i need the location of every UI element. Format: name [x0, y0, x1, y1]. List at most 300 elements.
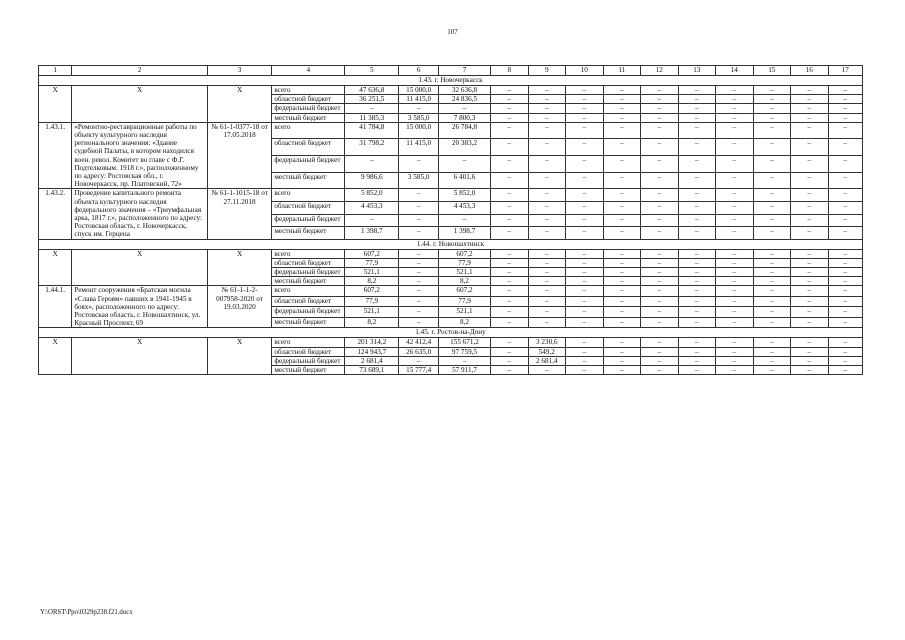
- funding-source: местный бюджет: [272, 317, 345, 328]
- amount-cell: –: [791, 268, 829, 277]
- amount-cell: –: [828, 95, 862, 104]
- amount-cell: –: [828, 104, 862, 113]
- amount-cell: –: [716, 307, 754, 318]
- amount-cell: –: [603, 366, 641, 375]
- column-number: 8: [491, 66, 529, 76]
- amount-cell: –: [716, 113, 754, 122]
- amount-cell: –: [791, 277, 829, 286]
- amount-cell: –: [603, 227, 641, 240]
- amount-cell: –: [491, 277, 529, 286]
- amount-cell: –: [528, 113, 566, 122]
- amount-cell: –: [528, 286, 566, 297]
- amount-cell: –: [566, 286, 604, 297]
- budget-table: [38, 65, 863, 375]
- amount-cell: 57 911,7: [438, 366, 490, 375]
- amount-cell: –: [828, 366, 862, 375]
- amount-cell: –: [716, 249, 754, 258]
- amount-cell: 8,2: [438, 317, 490, 328]
- amount-cell: –: [641, 95, 679, 104]
- amount-cell: –: [399, 277, 439, 286]
- section-title: 1.43. г. Новочеркасск: [39, 76, 863, 86]
- item-number: X: [39, 338, 72, 375]
- funding-source: областной бюджет: [272, 347, 345, 356]
- column-number: 6: [399, 66, 439, 76]
- amount-cell: –: [641, 268, 679, 277]
- amount-cell: –: [491, 347, 529, 356]
- amount-cell: 155 671,2: [438, 338, 490, 347]
- amount-cell: –: [716, 317, 754, 328]
- amount-cell: 3 230,6: [528, 338, 566, 347]
- funding-source: местный бюджет: [272, 172, 345, 189]
- amount-cell: –: [678, 95, 716, 104]
- amount-cell: –: [603, 347, 641, 356]
- amount-cell: –: [641, 258, 679, 267]
- table-row: [39, 249, 863, 258]
- amount-cell: –: [603, 122, 641, 139]
- amount-cell: 1 398,7: [345, 227, 399, 240]
- amount-cell: –: [491, 356, 529, 365]
- amount-cell: –: [399, 268, 439, 277]
- amount-cell: –: [566, 338, 604, 347]
- amount-cell: 4 453,3: [345, 201, 399, 214]
- amount-cell: 31 798,2: [345, 139, 399, 156]
- amount-cell: –: [399, 317, 439, 328]
- amount-cell: –: [791, 249, 829, 258]
- amount-cell: –: [753, 122, 791, 139]
- amount-cell: –: [716, 277, 754, 286]
- funding-source: федеральный бюджет: [272, 214, 345, 227]
- amount-cell: –: [528, 189, 566, 202]
- amount-cell: –: [528, 156, 566, 173]
- amount-cell: –: [641, 296, 679, 307]
- amount-cell: –: [399, 156, 439, 173]
- amount-cell: –: [753, 268, 791, 277]
- amount-cell: –: [603, 286, 641, 297]
- item-name: X: [72, 249, 207, 286]
- amount-cell: –: [399, 104, 439, 113]
- amount-cell: –: [603, 338, 641, 347]
- amount-cell: –: [678, 307, 716, 318]
- amount-cell: 5 852,0: [345, 189, 399, 202]
- amount-cell: 521,1: [345, 307, 399, 318]
- amount-cell: –: [491, 338, 529, 347]
- amount-cell: 607,2: [345, 286, 399, 297]
- amount-cell: –: [791, 104, 829, 113]
- amount-cell: –: [566, 122, 604, 139]
- amount-cell: –: [716, 227, 754, 240]
- amount-cell: 32 636,8: [438, 86, 490, 95]
- funding-source: всего: [272, 122, 345, 139]
- item-name: X: [72, 86, 207, 123]
- amount-cell: –: [828, 113, 862, 122]
- item-number: X: [39, 86, 72, 123]
- amount-cell: –: [438, 156, 490, 173]
- amount-cell: –: [753, 338, 791, 347]
- amount-cell: –: [753, 201, 791, 214]
- amount-cell: 11 385,3: [345, 113, 399, 122]
- amount-cell: –: [641, 104, 679, 113]
- funding-source: местный бюджет: [272, 277, 345, 286]
- funding-source: областной бюджет: [272, 139, 345, 156]
- column-number: 13: [678, 66, 716, 76]
- amount-cell: –: [491, 104, 529, 113]
- amount-cell: –: [678, 356, 716, 365]
- funding-source: областной бюджет: [272, 258, 345, 267]
- amount-cell: 7 800,3: [438, 113, 490, 122]
- amount-cell: –: [491, 139, 529, 156]
- funding-source: местный бюджет: [272, 366, 345, 375]
- amount-cell: –: [641, 249, 679, 258]
- amount-cell: –: [641, 277, 679, 286]
- amount-cell: –: [491, 227, 529, 240]
- amount-cell: –: [438, 214, 490, 227]
- amount-cell: –: [566, 95, 604, 104]
- amount-cell: 36 251,5: [345, 95, 399, 104]
- amount-cell: –: [641, 366, 679, 375]
- amount-cell: –: [399, 214, 439, 227]
- amount-cell: –: [791, 356, 829, 365]
- amount-cell: –: [678, 214, 716, 227]
- amount-cell: –: [716, 347, 754, 356]
- page-number: 107: [447, 28, 458, 36]
- amount-cell: 20 383,2: [438, 139, 490, 156]
- amount-cell: –: [603, 249, 641, 258]
- amount-cell: –: [438, 356, 490, 365]
- funding-source: областной бюджет: [272, 201, 345, 214]
- amount-cell: –: [566, 356, 604, 365]
- amount-cell: –: [716, 214, 754, 227]
- amount-cell: 3 585,0: [399, 113, 439, 122]
- amount-cell: 11 415,0: [399, 95, 439, 104]
- amount-cell: 42 412,4: [399, 338, 439, 347]
- amount-cell: –: [753, 104, 791, 113]
- amount-cell: –: [491, 189, 529, 202]
- amount-cell: –: [399, 189, 439, 202]
- amount-cell: –: [753, 139, 791, 156]
- amount-cell: 73 689,1: [345, 366, 399, 375]
- amount-cell: –: [491, 296, 529, 307]
- funding-source: федеральный бюджет: [272, 307, 345, 318]
- amount-cell: –: [716, 338, 754, 347]
- funding-source: местный бюджет: [272, 227, 345, 240]
- funding-source: федеральный бюджет: [272, 268, 345, 277]
- item-number: X: [39, 249, 72, 286]
- amount-cell: –: [528, 122, 566, 139]
- amount-cell: –: [641, 172, 679, 189]
- amount-cell: –: [828, 268, 862, 277]
- amount-cell: –: [678, 347, 716, 356]
- amount-cell: –: [828, 189, 862, 202]
- column-number: 17: [828, 66, 862, 76]
- amount-cell: 607,2: [345, 249, 399, 258]
- amount-cell: 26 784,8: [438, 122, 490, 139]
- amount-cell: 15 777,4: [399, 366, 439, 375]
- amount-cell: –: [716, 296, 754, 307]
- amount-cell: –: [528, 258, 566, 267]
- amount-cell: –: [828, 286, 862, 297]
- amount-cell: –: [491, 156, 529, 173]
- amount-cell: –: [641, 286, 679, 297]
- amount-cell: –: [828, 122, 862, 139]
- amount-cell: –: [828, 172, 862, 189]
- amount-cell: –: [753, 249, 791, 258]
- column-number: 14: [716, 66, 754, 76]
- amount-cell: –: [603, 317, 641, 328]
- amount-cell: –: [753, 366, 791, 375]
- amount-cell: –: [603, 307, 641, 318]
- item-name: Проведение капитального ремонта объекта культурного наследия федерального значения – «Триумфальная арка, 1817 г.», расположенного по адресу: Ростовская область, г. Новочеркасск, спуск им. Герцена: [72, 189, 207, 239]
- amount-cell: –: [791, 214, 829, 227]
- amount-cell: –: [828, 317, 862, 328]
- amount-cell: –: [678, 286, 716, 297]
- amount-cell: –: [345, 156, 399, 173]
- amount-cell: 11 415,0: [399, 139, 439, 156]
- amount-cell: –: [716, 95, 754, 104]
- amount-cell: –: [491, 113, 529, 122]
- amount-cell: –: [828, 347, 862, 356]
- amount-cell: –: [603, 104, 641, 113]
- amount-cell: –: [678, 156, 716, 173]
- amount-cell: 8,2: [438, 277, 490, 286]
- table-row: [39, 189, 863, 202]
- amount-cell: –: [678, 249, 716, 258]
- amount-cell: 6 401,6: [438, 172, 490, 189]
- amount-cell: 26 635,0: [399, 347, 439, 356]
- amount-cell: –: [528, 214, 566, 227]
- amount-cell: –: [678, 317, 716, 328]
- amount-cell: –: [753, 277, 791, 286]
- column-number: 5: [345, 66, 399, 76]
- amount-cell: –: [566, 366, 604, 375]
- amount-cell: 8,2: [345, 317, 399, 328]
- item-name: X: [72, 338, 207, 375]
- amount-cell: –: [399, 286, 439, 297]
- amount-cell: –: [716, 139, 754, 156]
- amount-cell: –: [528, 139, 566, 156]
- amount-cell: 1 398,7: [438, 227, 490, 240]
- amount-cell: –: [716, 156, 754, 173]
- table-row: [39, 338, 863, 347]
- item-number: 1.43.2.: [39, 189, 72, 239]
- column-number: 7: [438, 66, 490, 76]
- amount-cell: –: [399, 296, 439, 307]
- amount-cell: –: [791, 366, 829, 375]
- table-row: [39, 286, 863, 297]
- amount-cell: –: [641, 356, 679, 365]
- amount-cell: –: [603, 113, 641, 122]
- funding-source: всего: [272, 86, 345, 95]
- amount-cell: –: [641, 307, 679, 318]
- amount-cell: –: [678, 338, 716, 347]
- amount-cell: –: [791, 95, 829, 104]
- item-number: 1.43.1.: [39, 122, 72, 189]
- amount-cell: –: [566, 172, 604, 189]
- amount-cell: 124 943,7: [345, 347, 399, 356]
- amount-cell: –: [678, 113, 716, 122]
- amount-cell: –: [566, 347, 604, 356]
- amount-cell: 607,2: [438, 286, 490, 297]
- amount-cell: –: [753, 296, 791, 307]
- item-name: Ремонт сооружения «Братская могила «Слава Героям» павших в 1941-1945 в боях», расположенного по адресу: Ростовская область, г. Новошахтинск, ул. Красный Проспект, 69: [72, 286, 207, 328]
- amount-cell: –: [753, 286, 791, 297]
- amount-cell: –: [678, 227, 716, 240]
- amount-cell: –: [678, 122, 716, 139]
- amount-cell: 77,9: [438, 258, 490, 267]
- amount-cell: –: [603, 277, 641, 286]
- amount-cell: –: [791, 139, 829, 156]
- column-number-row: [39, 66, 863, 76]
- amount-cell: –: [678, 104, 716, 113]
- amount-cell: –: [528, 277, 566, 286]
- amount-cell: –: [528, 227, 566, 240]
- amount-cell: –: [566, 189, 604, 202]
- amount-cell: –: [603, 156, 641, 173]
- amount-cell: –: [603, 201, 641, 214]
- amount-cell: –: [566, 86, 604, 95]
- amount-cell: –: [399, 356, 439, 365]
- amount-cell: –: [828, 258, 862, 267]
- amount-cell: 15 000,0: [399, 86, 439, 95]
- amount-cell: –: [399, 249, 439, 258]
- amount-cell: –: [828, 338, 862, 347]
- column-number: 1: [39, 66, 72, 76]
- amount-cell: –: [716, 356, 754, 365]
- amount-cell: –: [828, 227, 862, 240]
- amount-cell: 77,9: [345, 258, 399, 267]
- amount-cell: 15 000,0: [399, 122, 439, 139]
- amount-cell: –: [528, 317, 566, 328]
- column-number: 2: [72, 66, 207, 76]
- amount-cell: 549,2: [528, 347, 566, 356]
- amount-cell: –: [528, 249, 566, 258]
- amount-cell: –: [603, 356, 641, 365]
- amount-cell: –: [641, 317, 679, 328]
- amount-cell: –: [641, 113, 679, 122]
- amount-cell: –: [566, 268, 604, 277]
- amount-cell: –: [528, 95, 566, 104]
- amount-cell: –: [491, 249, 529, 258]
- amount-cell: –: [753, 156, 791, 173]
- amount-cell: 47 636,8: [345, 86, 399, 95]
- item-document: X: [207, 86, 272, 123]
- amount-cell: –: [678, 277, 716, 286]
- amount-cell: –: [753, 189, 791, 202]
- amount-cell: –: [491, 122, 529, 139]
- amount-cell: –: [603, 258, 641, 267]
- funding-source: областной бюджет: [272, 95, 345, 104]
- amount-cell: –: [678, 268, 716, 277]
- amount-cell: –: [828, 249, 862, 258]
- section-title: 1.44. г. Новошахтинск: [39, 239, 863, 249]
- amount-cell: –: [491, 95, 529, 104]
- amount-cell: –: [791, 227, 829, 240]
- amount-cell: –: [641, 214, 679, 227]
- amount-cell: –: [603, 296, 641, 307]
- table-row: [39, 86, 863, 95]
- amount-cell: 97 759,5: [438, 347, 490, 356]
- amount-cell: –: [678, 296, 716, 307]
- amount-cell: 77,9: [345, 296, 399, 307]
- amount-cell: 5 852,0: [438, 189, 490, 202]
- section-title-row: [39, 239, 863, 249]
- amount-cell: –: [491, 86, 529, 95]
- amount-cell: –: [791, 86, 829, 95]
- amount-cell: –: [678, 258, 716, 267]
- amount-cell: 77,9: [438, 296, 490, 307]
- amount-cell: –: [791, 317, 829, 328]
- amount-cell: –: [716, 258, 754, 267]
- amount-cell: –: [566, 307, 604, 318]
- table-row: [39, 122, 863, 139]
- amount-cell: –: [753, 227, 791, 240]
- column-number: 15: [753, 66, 791, 76]
- amount-cell: –: [641, 139, 679, 156]
- amount-cell: –: [716, 366, 754, 375]
- funding-source: федеральный бюджет: [272, 104, 345, 113]
- amount-cell: 4 453,3: [438, 201, 490, 214]
- amount-cell: –: [399, 201, 439, 214]
- amount-cell: –: [566, 214, 604, 227]
- item-number: 1.44.1.: [39, 286, 72, 328]
- amount-cell: –: [791, 347, 829, 356]
- amount-cell: –: [716, 172, 754, 189]
- amount-cell: –: [528, 86, 566, 95]
- amount-cell: –: [603, 172, 641, 189]
- amount-cell: –: [491, 268, 529, 277]
- column-number: 11: [603, 66, 641, 76]
- amount-cell: –: [641, 86, 679, 95]
- file-path-footer: Y:\ORST\Ppo\0329p238.f21.docx: [40, 609, 133, 616]
- amount-cell: –: [678, 189, 716, 202]
- amount-cell: 9 986,6: [345, 172, 399, 189]
- amount-cell: 2 681,4: [345, 356, 399, 365]
- amount-cell: –: [828, 201, 862, 214]
- amount-cell: –: [791, 338, 829, 347]
- amount-cell: –: [753, 317, 791, 328]
- amount-cell: –: [566, 104, 604, 113]
- amount-cell: –: [399, 307, 439, 318]
- amount-cell: –: [399, 227, 439, 240]
- funding-source: федеральный бюджет: [272, 356, 345, 365]
- item-document: X: [207, 249, 272, 286]
- amount-cell: –: [753, 214, 791, 227]
- amount-cell: –: [491, 172, 529, 189]
- amount-cell: –: [566, 201, 604, 214]
- amount-cell: –: [753, 95, 791, 104]
- amount-cell: –: [491, 307, 529, 318]
- amount-cell: 3 585,0: [399, 172, 439, 189]
- amount-cell: –: [716, 286, 754, 297]
- amount-cell: 521,1: [438, 268, 490, 277]
- amount-cell: –: [678, 172, 716, 189]
- column-number: 10: [566, 66, 604, 76]
- amount-cell: –: [491, 258, 529, 267]
- funding-source: областной бюджет: [272, 296, 345, 307]
- amount-cell: –: [528, 201, 566, 214]
- column-number: 9: [528, 66, 566, 76]
- amount-cell: –: [753, 307, 791, 318]
- amount-cell: –: [491, 317, 529, 328]
- amount-cell: –: [528, 172, 566, 189]
- amount-cell: –: [603, 95, 641, 104]
- amount-cell: –: [641, 122, 679, 139]
- amount-cell: 521,1: [345, 268, 399, 277]
- amount-cell: –: [566, 317, 604, 328]
- amount-cell: 2 681,4: [528, 356, 566, 365]
- amount-cell: –: [641, 156, 679, 173]
- amount-cell: –: [603, 139, 641, 156]
- amount-cell: –: [345, 214, 399, 227]
